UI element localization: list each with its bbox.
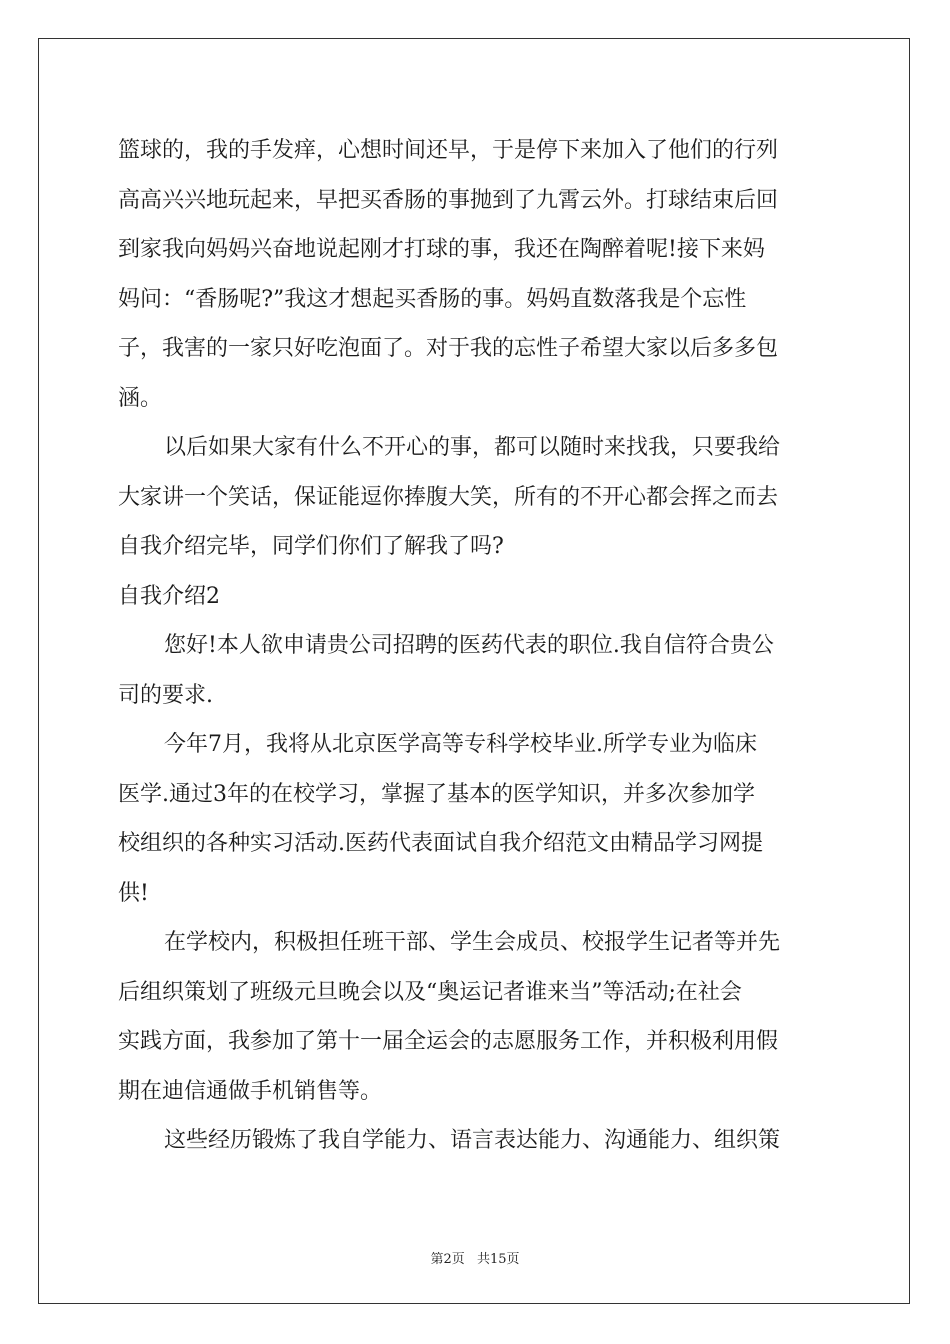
page-number: 第2页	[430, 1252, 465, 1267]
text-line: 在学校内，积极担任班干部、学生会成员、校报学生记者等并先	[164, 930, 781, 955]
text-line: 这些经历锻炼了我自学能力、语言表达能力、沟通能力、组织策	[164, 1128, 781, 1153]
text-line: 自我介绍2	[118, 583, 220, 609]
text-line: 大家讲一个笑话，保证能逗你捧腹大笑，所有的不开心都会挥之而去	[118, 484, 779, 510]
text-line: 医学.通过3年的在校学习，掌握了基本的医学知识，并多次参加学	[118, 781, 755, 807]
text-line: 您好!本人欲申请贵公司招聘的医药代表的职位.我自信符合贵公	[164, 633, 774, 658]
text-line: 涵。	[118, 385, 163, 411]
text-line: 自我介绍完毕，同学们你们了解我了吗?	[118, 534, 504, 559]
text-line: 供!	[118, 880, 149, 906]
text-line: 妈问：“香肠呢?”我这才想起买香肠的事。妈妈直数落我是个忘性	[118, 286, 747, 312]
text-line: 篮球的，我的手发痒，心想时间还早，于是停下来加入了他们的行列	[118, 138, 779, 163]
text-line: 子，我害的一家只好吃泡面了。对于我的忘性子希望大家以后多多包	[118, 336, 779, 361]
page-total: 共15页	[476, 1252, 520, 1267]
text-line: 今年7月，我将从北京医学高等专科学校毕业.所学专业为临床	[164, 732, 757, 757]
text-line: 后组织策划了班级元旦晚会以及“奥运记者谁来当”等活动;在社会	[118, 979, 742, 1005]
text-line: 到家我向妈妈兴奋地说起刚才打球的事，我还在陶醉着呢!接下来妈	[118, 237, 765, 262]
text-line: 以后如果大家有什么不开心的事，都可以随时来找我，只要我给	[164, 435, 781, 460]
text-line: 校组织的各种实习活动.医药代表面试自我介绍范文由精品学习网提	[118, 831, 763, 856]
text-line: 高高兴兴地玩起来，早把买香肠的事抛到了九霄云外。打球结束后回	[118, 187, 779, 213]
page-footer	[0, 1248, 950, 1267]
text-line: 司的要求.	[118, 682, 213, 708]
text-line: 实践方面，我参加了第十一届全运会的志愿服务工作，并积极利用假	[118, 1029, 779, 1054]
text-line: 期在迪信通做手机销售等。	[118, 1078, 383, 1104]
document-body	[118, 126, 832, 1166]
